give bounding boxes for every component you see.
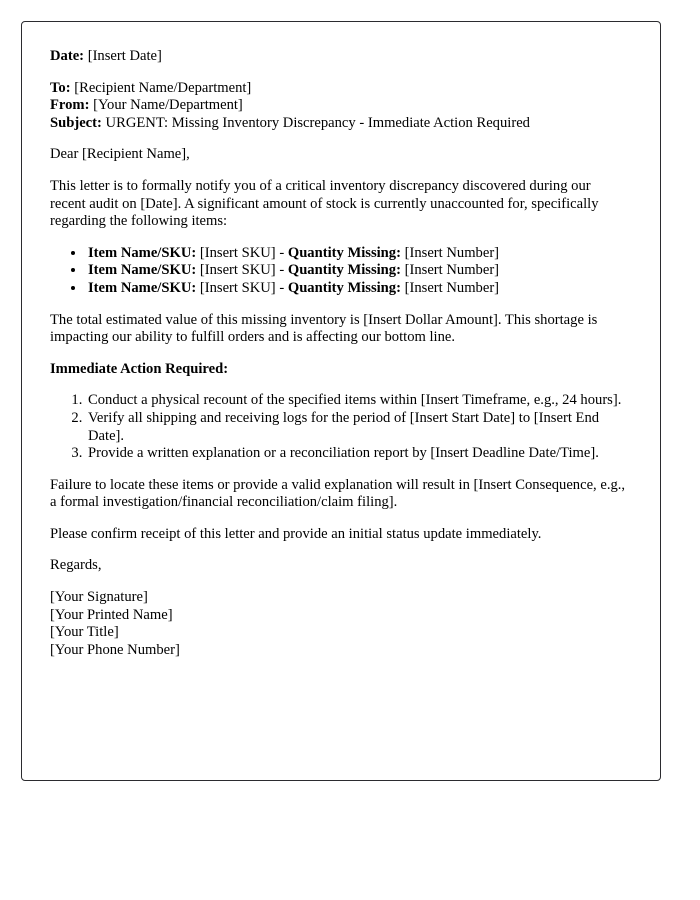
item-name-value: [Insert SKU] xyxy=(199,244,276,261)
from-label: From: xyxy=(50,97,90,114)
salutation: Dear [Recipient Name], xyxy=(50,146,190,163)
item-name-label: Item Name/SKU: xyxy=(88,279,197,296)
date-line xyxy=(50,48,628,66)
confirmation-paragraph: Please confirm receipt of this letter and provide an initial status update immediately. xyxy=(50,525,542,542)
item-quantity-label: Quantity Missing: xyxy=(287,262,401,279)
subject-line xyxy=(50,115,628,133)
consequence-paragraph: Failure to locate these items or provide a valid explanation will result in [Insert Consequence, e.g., a formal investigation/financial reconciliation/claim filing]. xyxy=(50,476,626,511)
list-item xyxy=(86,280,628,298)
to-label: To: xyxy=(50,79,71,96)
item-quantity-label: Quantity Missing: xyxy=(287,244,401,261)
missing-items-list xyxy=(50,245,628,298)
letter-page-border xyxy=(21,21,661,781)
item-name-label: Item Name/SKU: xyxy=(88,262,197,279)
signature-block xyxy=(50,589,628,659)
date-label: Date: xyxy=(50,48,85,64)
item-quantity-label: Quantity Missing: xyxy=(287,279,401,296)
item-quantity-value: [Insert Number] xyxy=(404,262,500,279)
signature-placeholder: [Your Signature] xyxy=(50,589,148,606)
item-separator: - xyxy=(275,262,288,279)
closing-line: Regards, xyxy=(50,557,102,574)
to-line xyxy=(50,80,628,98)
item-quantity-value: [Insert Number] xyxy=(404,279,500,296)
subject-value: URGENT: Missing Inventory Discrepancy - Immediate Action Required xyxy=(105,114,530,131)
item-separator: - xyxy=(275,279,288,296)
list-item xyxy=(86,262,628,280)
phone-placeholder: [Your Phone Number] xyxy=(50,641,180,658)
action-heading: Immediate Action Required: xyxy=(50,360,229,377)
printed-name-placeholder: [Your Printed Name] xyxy=(50,606,173,623)
to-value: [Recipient Name/Department] xyxy=(74,79,252,96)
from-value: [Your Name/Department] xyxy=(93,97,243,114)
item-separator: - xyxy=(275,244,288,261)
item-quantity-value: [Insert Number] xyxy=(404,244,500,261)
recipient-meta-block xyxy=(50,80,628,133)
title-placeholder: [Your Title] xyxy=(50,624,119,641)
list-item: 1. Conduct a physical recount of the specified items within [Insert Timeframe, e.g., 24 hours]. xyxy=(86,392,628,410)
intro-paragraph: This letter is to formally notify you of a critical inventory discrepancy discovered during our recent audit on [Date]. A significant amount of stock is currently unaccounted for, specifically regarding the following items: xyxy=(50,177,599,230)
list-item: 2. Verify all shipping and receiving logs for the period of [Insert Start Date] to [Insert End Date]. xyxy=(86,410,628,445)
item-name-label: Item Name/SKU: xyxy=(88,244,197,261)
item-name-value: [Insert SKU] xyxy=(199,279,276,296)
value-paragraph: The total estimated value of this missing inventory is [Insert Dollar Amount]. This shortage is impacting our ability to fulfill orders and is affecting our bottom line. xyxy=(50,311,598,346)
subject-label: Subject: xyxy=(50,114,102,131)
date-value: [Insert Date] xyxy=(87,48,162,64)
letter-content xyxy=(50,48,628,659)
item-name-value: [Insert SKU] xyxy=(199,262,276,279)
from-line xyxy=(50,97,628,115)
list-item: 3. Provide a written explanation or a reconciliation report by [Insert Deadline Date/Time]. xyxy=(86,445,628,463)
list-item xyxy=(86,245,628,263)
required-actions-list xyxy=(50,392,628,462)
